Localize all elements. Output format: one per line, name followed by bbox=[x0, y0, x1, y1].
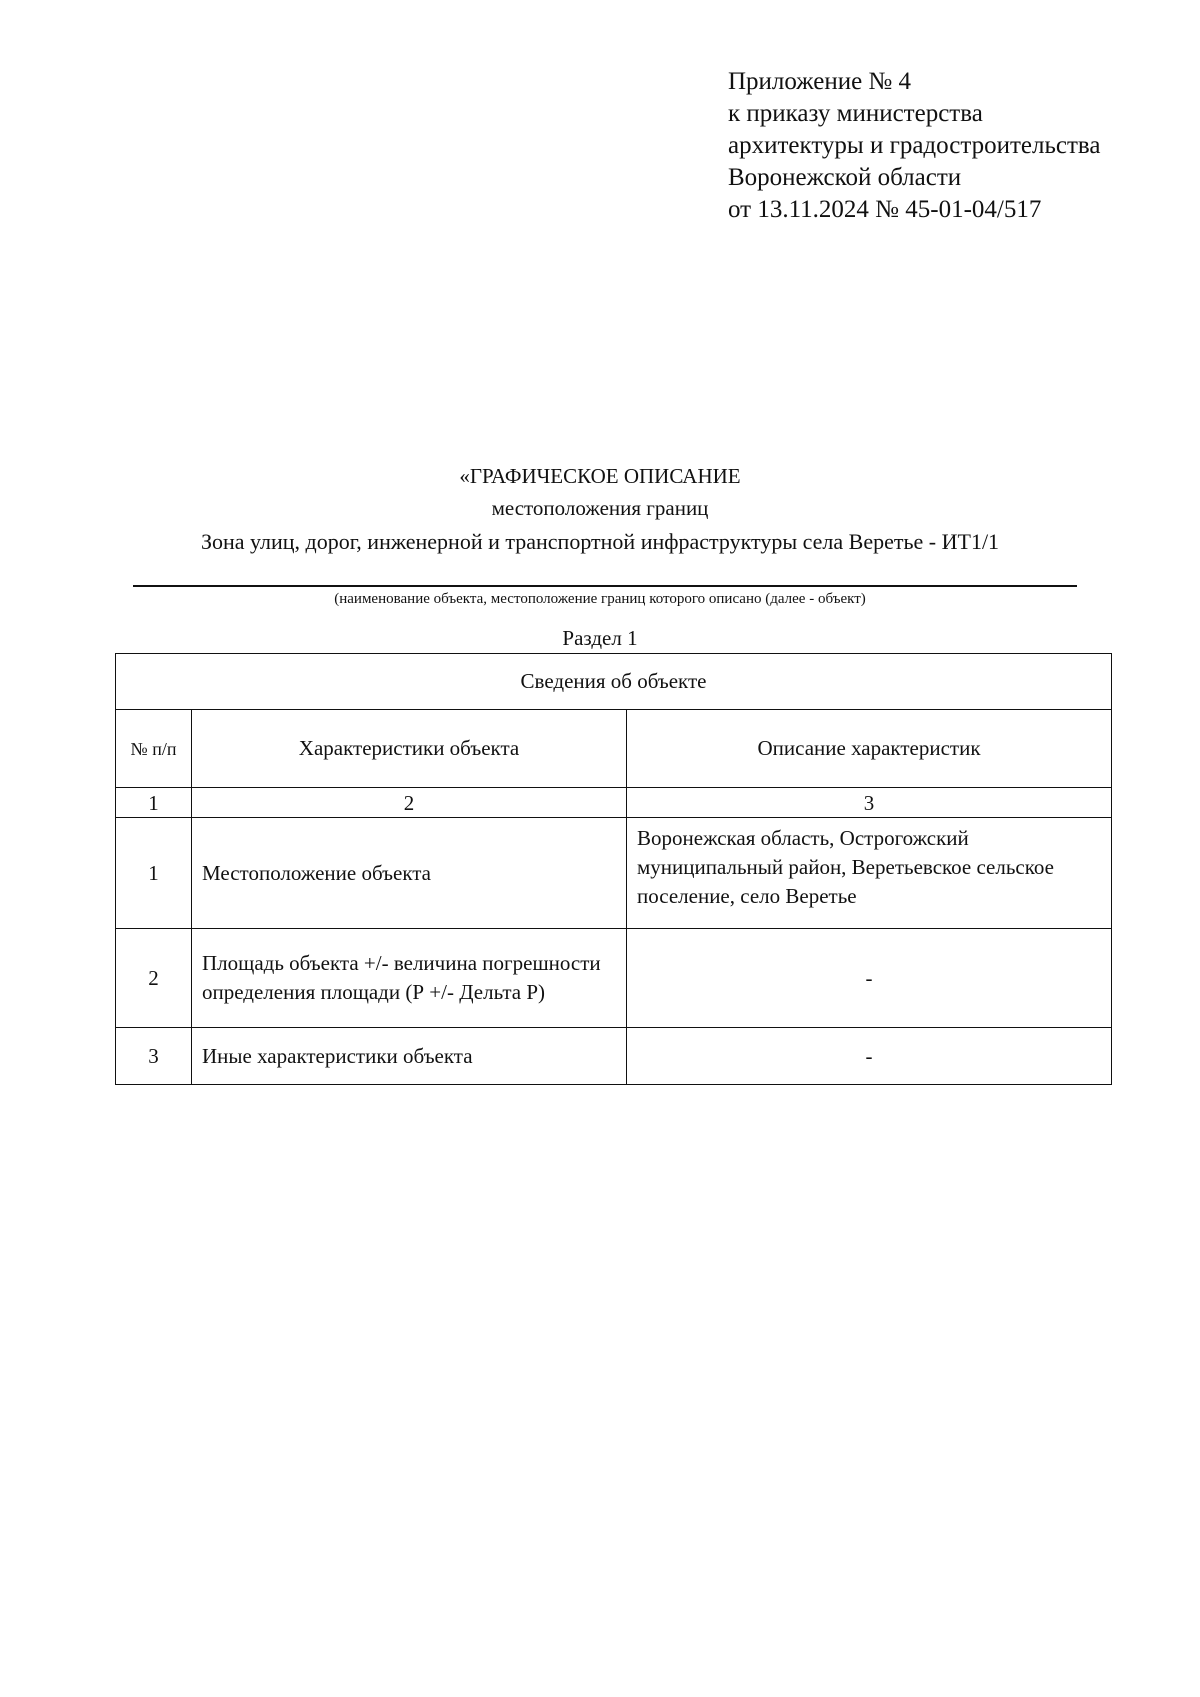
row-characteristic: Местоположение объекта bbox=[192, 818, 627, 929]
row-description: - bbox=[627, 929, 1112, 1028]
column-index: 3 bbox=[627, 788, 1112, 818]
appendix-line: от 13.11.2024 № 45-01-04/517 bbox=[728, 196, 1042, 223]
appendix-line: к приказу министерства bbox=[728, 100, 983, 127]
row-num: 2 bbox=[116, 929, 192, 1028]
row-num: 3 bbox=[116, 1028, 192, 1085]
row-description: Воронежская область, Острогожский муниципальный район, Веретьевское сельское поселение, село Веретье bbox=[627, 818, 1112, 929]
appendix-line: Приложение № 4 bbox=[728, 68, 912, 95]
object-info-table bbox=[115, 653, 1112, 1085]
row-characteristic: Площадь объекта +/- величина погрешности определения площади (Р +/- Дельта Р) bbox=[192, 929, 627, 1028]
table-row bbox=[116, 1028, 1112, 1085]
row-num: 1 bbox=[116, 818, 192, 929]
table-caption-row bbox=[116, 654, 1112, 710]
column-index: 2 bbox=[192, 788, 627, 818]
appendix-line: Воронежской области bbox=[728, 164, 962, 191]
header-description: Описание характеристик bbox=[627, 710, 1112, 788]
object-name-note: (наименование объекта, местоположение границ которого описано (далее - объект) bbox=[334, 591, 866, 607]
row-characteristic: Иные характеристики объекта bbox=[192, 1028, 627, 1085]
document-subtitle: местоположения границ bbox=[491, 496, 709, 520]
row-description: - bbox=[627, 1028, 1112, 1085]
document-title: «ГРАФИЧЕСКОЕ ОПИСАНИЕ bbox=[459, 464, 741, 488]
table-row bbox=[116, 929, 1112, 1028]
column-index: 1 bbox=[116, 788, 192, 818]
object-name-underline bbox=[133, 585, 1077, 587]
header-num: № п/п bbox=[116, 710, 192, 788]
appendix-line: архитектуры и градостроительства bbox=[728, 132, 1101, 159]
object-name: Зона улиц, дорог, инженерной и транспортной инфраструктуры села Веретье - ИТ1/1 bbox=[200, 529, 1000, 554]
column-index-row bbox=[116, 788, 1112, 818]
appendix-header bbox=[728, 66, 1100, 226]
table-row bbox=[116, 818, 1112, 929]
section-label: Раздел 1 bbox=[562, 626, 638, 650]
table-header-row bbox=[116, 710, 1112, 788]
table-caption: Сведения об объекте bbox=[116, 654, 1112, 710]
header-characteristic: Характеристики объекта bbox=[192, 710, 627, 788]
